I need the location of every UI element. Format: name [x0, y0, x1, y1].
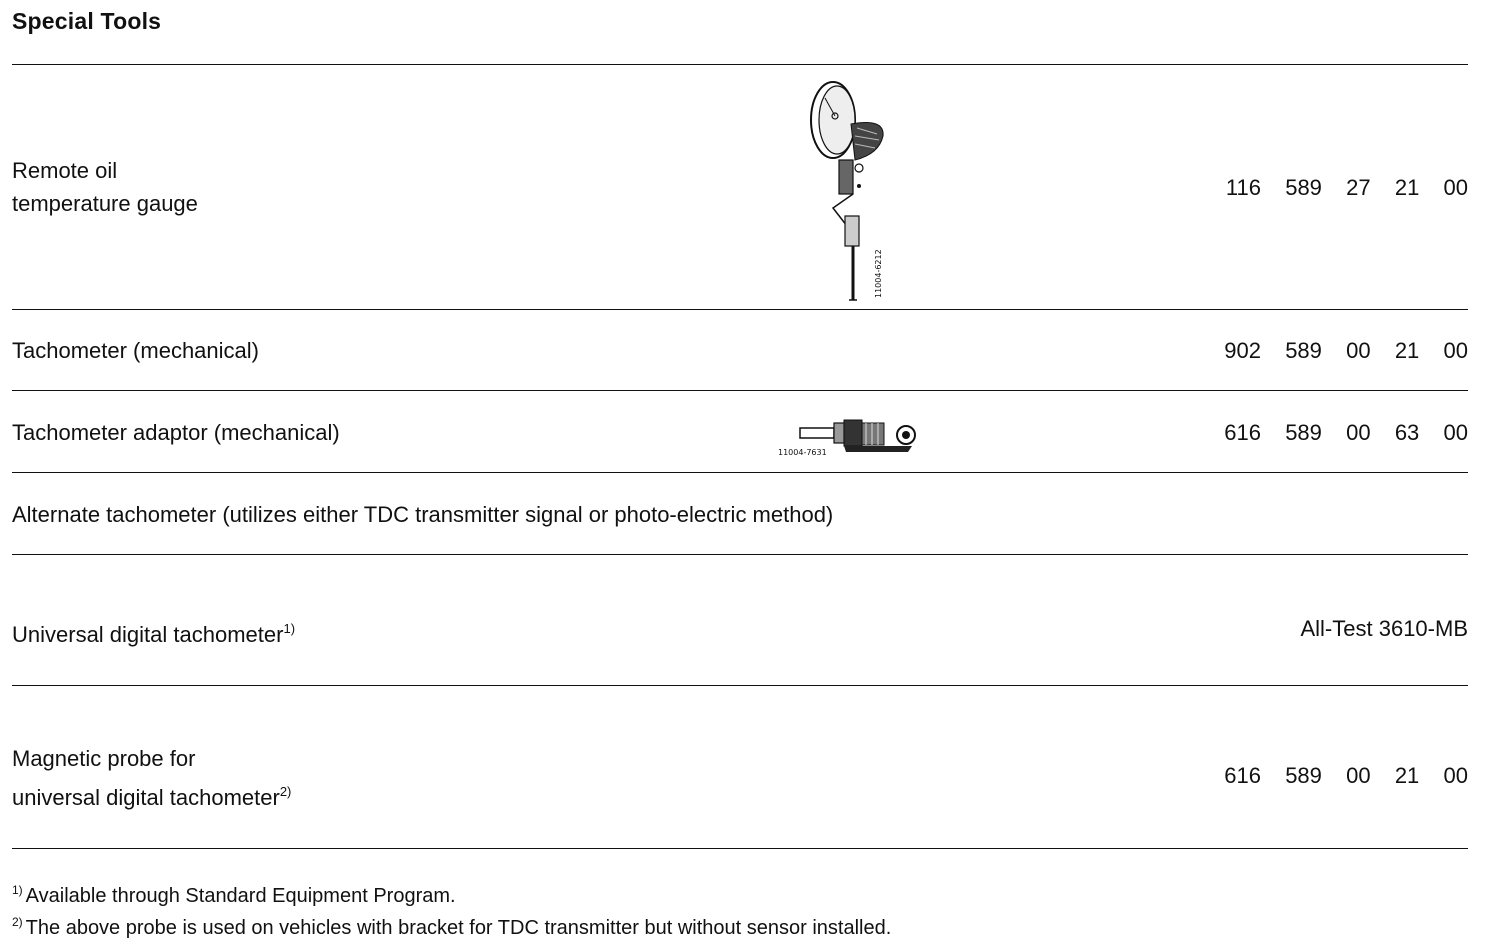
footnote [12, 908, 891, 942]
tool-name [12, 742, 291, 814]
footnote [12, 876, 456, 910]
footnote-mark: 1) [283, 621, 296, 636]
footnote-mark: 2) [279, 784, 292, 799]
footnote-text: The above probe is used on vehicles with bracket for TDC transmitter but without sensor installed. [25, 917, 892, 939]
tool-name [12, 498, 833, 531]
part-number: All-Test 3610-MB [1300, 616, 1468, 641]
part-number: 616 589 00 63 00 [1224, 420, 1468, 445]
footnote-mark: 1) [12, 883, 23, 897]
tool-name [12, 612, 295, 651]
footnote-mark: 2) [12, 915, 23, 929]
divider [12, 472, 1468, 473]
tool-name-line: temperature gauge [12, 191, 198, 216]
tool-name [12, 334, 259, 367]
part-number: 616 589 00 21 00 [1224, 763, 1468, 788]
tool-name-line: Remote oil [12, 158, 118, 183]
tool-name-line: Tachometer adaptor (mechanical) [12, 420, 340, 445]
footnote-text: Available through Standard Equipment Program. [25, 885, 456, 907]
tool-name-line: Alternate tachometer (utilizes either TDC transmitter signal or photo-electric method) [12, 502, 834, 527]
tool-name [12, 416, 340, 449]
tachometer-adaptor-icon [776, 414, 922, 458]
illustration-reference: 11004-6212 [874, 249, 883, 298]
tool-name-line: Tachometer (mechanical) [12, 338, 259, 363]
divider [12, 848, 1468, 849]
divider [12, 554, 1468, 555]
tool-name-line: universal digital tachometer$^{2)}$ [12, 784, 292, 810]
tool-name-line: Magnetic probe for [12, 746, 196, 771]
part-number: 902 589 00 21 00 [1224, 338, 1468, 363]
tool-name [12, 154, 198, 220]
part-number: 116 589 27 21 00 [1225, 175, 1468, 200]
divider [12, 685, 1468, 686]
divider [12, 309, 1468, 310]
illustration-reference: 11004-7631 [778, 448, 827, 457]
divider [12, 390, 1468, 391]
tool-name-line: Universal digital tachometer$^{1)}$ [12, 621, 296, 647]
oil-temperature-gauge-icon [795, 76, 895, 304]
page-title: Special Tools [12, 8, 162, 34]
divider [12, 64, 1468, 65]
